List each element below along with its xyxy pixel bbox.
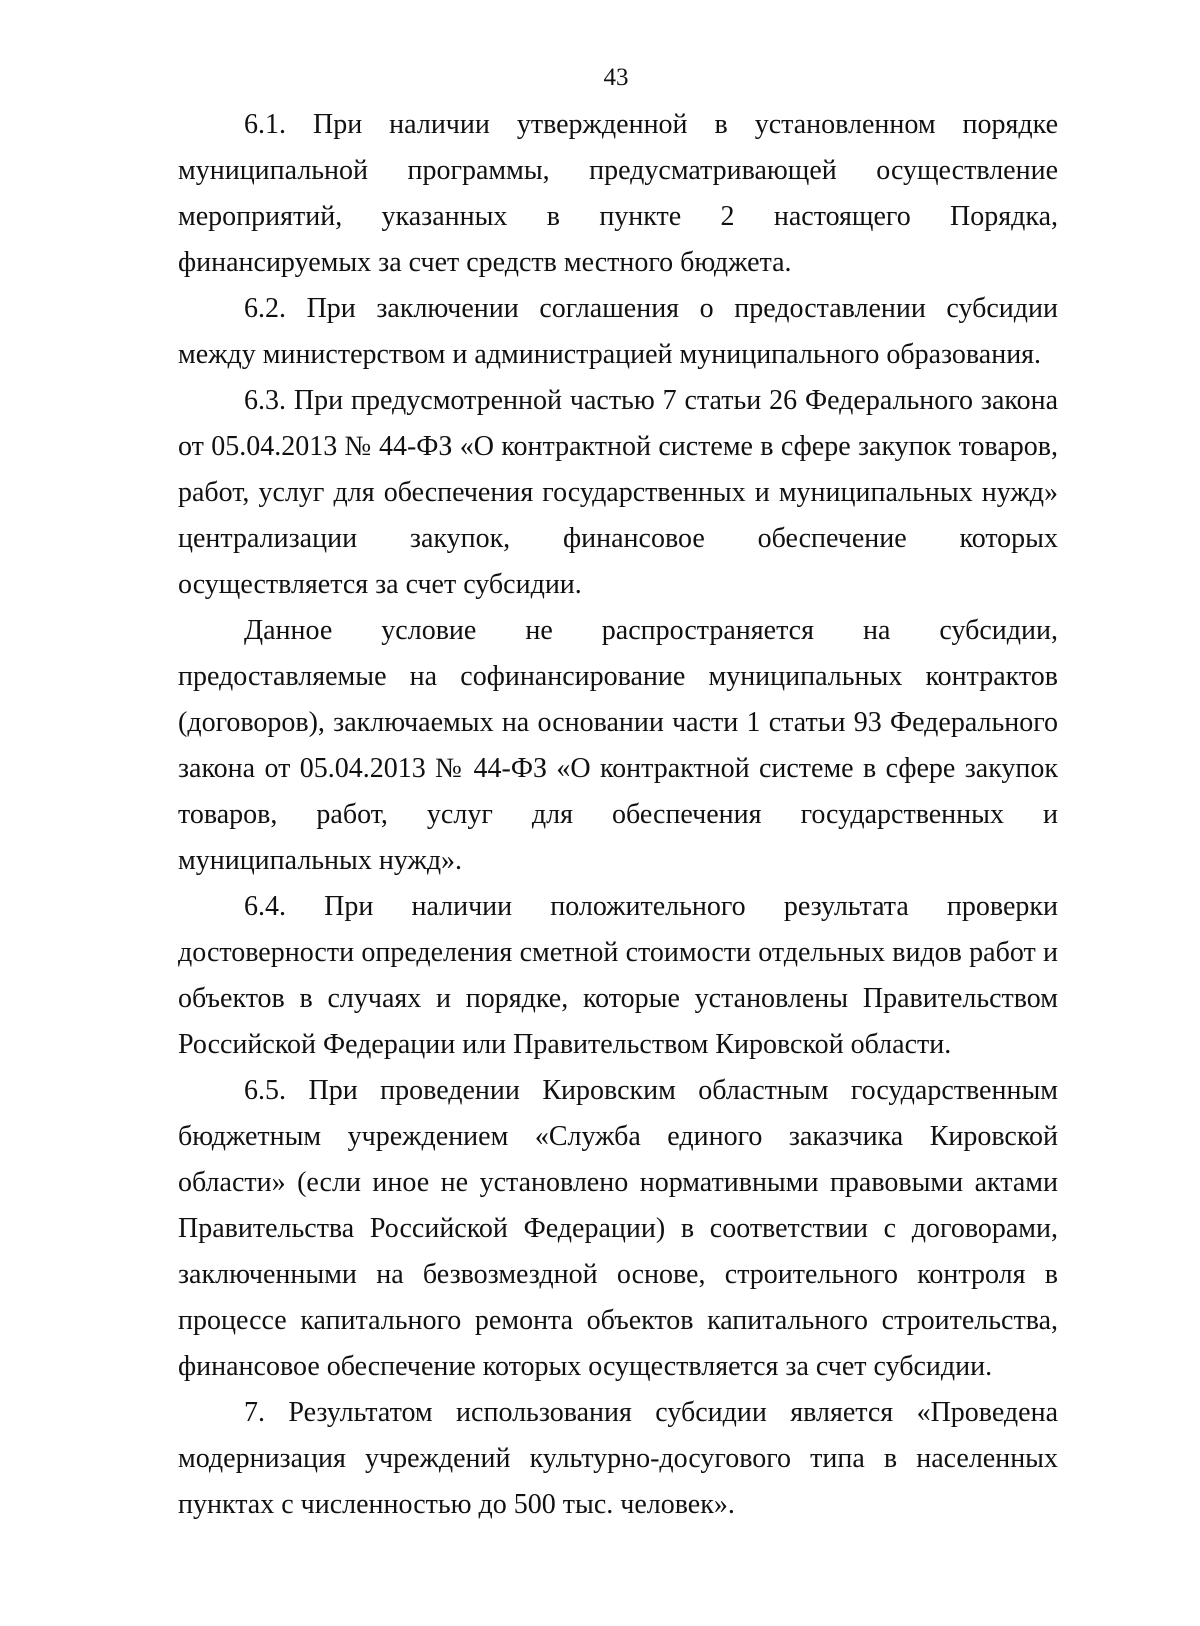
paragraph-6-3-note: Данное условие не распространяется на субсидии, предоставляемые на софинансирование муниципальных контрактов (договоров), заключаемых на основании части 1 статьи 93 Федерального закона от 05.04.2013 № 44-ФЗ «О контрактной системе в сфере закупок товаров, работ, услуг для обеспечения государственных и муниципальных нужд». — [178, 615, 1058, 876]
paragraph-6-5: 6.5. При проведении Кировским областным государственным бюджетным учреждением «Служба единого заказчика Кировской области» (если иное не установлено нормативными правовыми актами Правительства Российской Федерации) в соответствии с договорами, заключенными на безвозмездной основе, строительного контроля в процессе капитального ремонта объектов капитального строительства, финансовое обеспечение которых осуществляется за счет субсидии. — [178, 1075, 1058, 1382]
document-body — [178, 102, 1058, 1528]
paragraph-6-2: 6.2. При заключении соглашения о предоставлении субсидии между министерством и администрацией муниципального образования. — [178, 293, 1058, 370]
paragraph-6-4: 6.4. При наличии положительного результата проверки достоверности определения сметной стоимости отдельных видов работ и объектов в случаях и порядке, которые установлены Правительством Российской Федерации или Правительством Кировской области. — [178, 891, 1058, 1060]
paragraph-6-1: 6.1. При наличии утвержденной в установленном порядке муниципальной программы, предусматривающей осуществление мероприятий, указанных в пункте 2 настоящего Порядка, финансируемых за счет средств местного бюджета. — [178, 109, 1058, 278]
paragraph-6-3: 6.3. При предусмотренной частью 7 статьи 26 Федерального закона от 05.04.2013 № 44-ФЗ «О контрактной системе в сфере закупок товаров, работ, услуг для обеспечения государственных и муниципальных нужд» централизации закупок, финансовое обеспечение которых осуществляется за счет субсидии. — [178, 385, 1058, 600]
paragraph-7: 7. Результатом использования субсидии является «Проведена модернизация учреждений культурно-досугового типа в населенных пунктах с численностью до 500 тыс. человек». — [178, 1397, 1058, 1520]
page-number: 43 — [603, 64, 629, 91]
